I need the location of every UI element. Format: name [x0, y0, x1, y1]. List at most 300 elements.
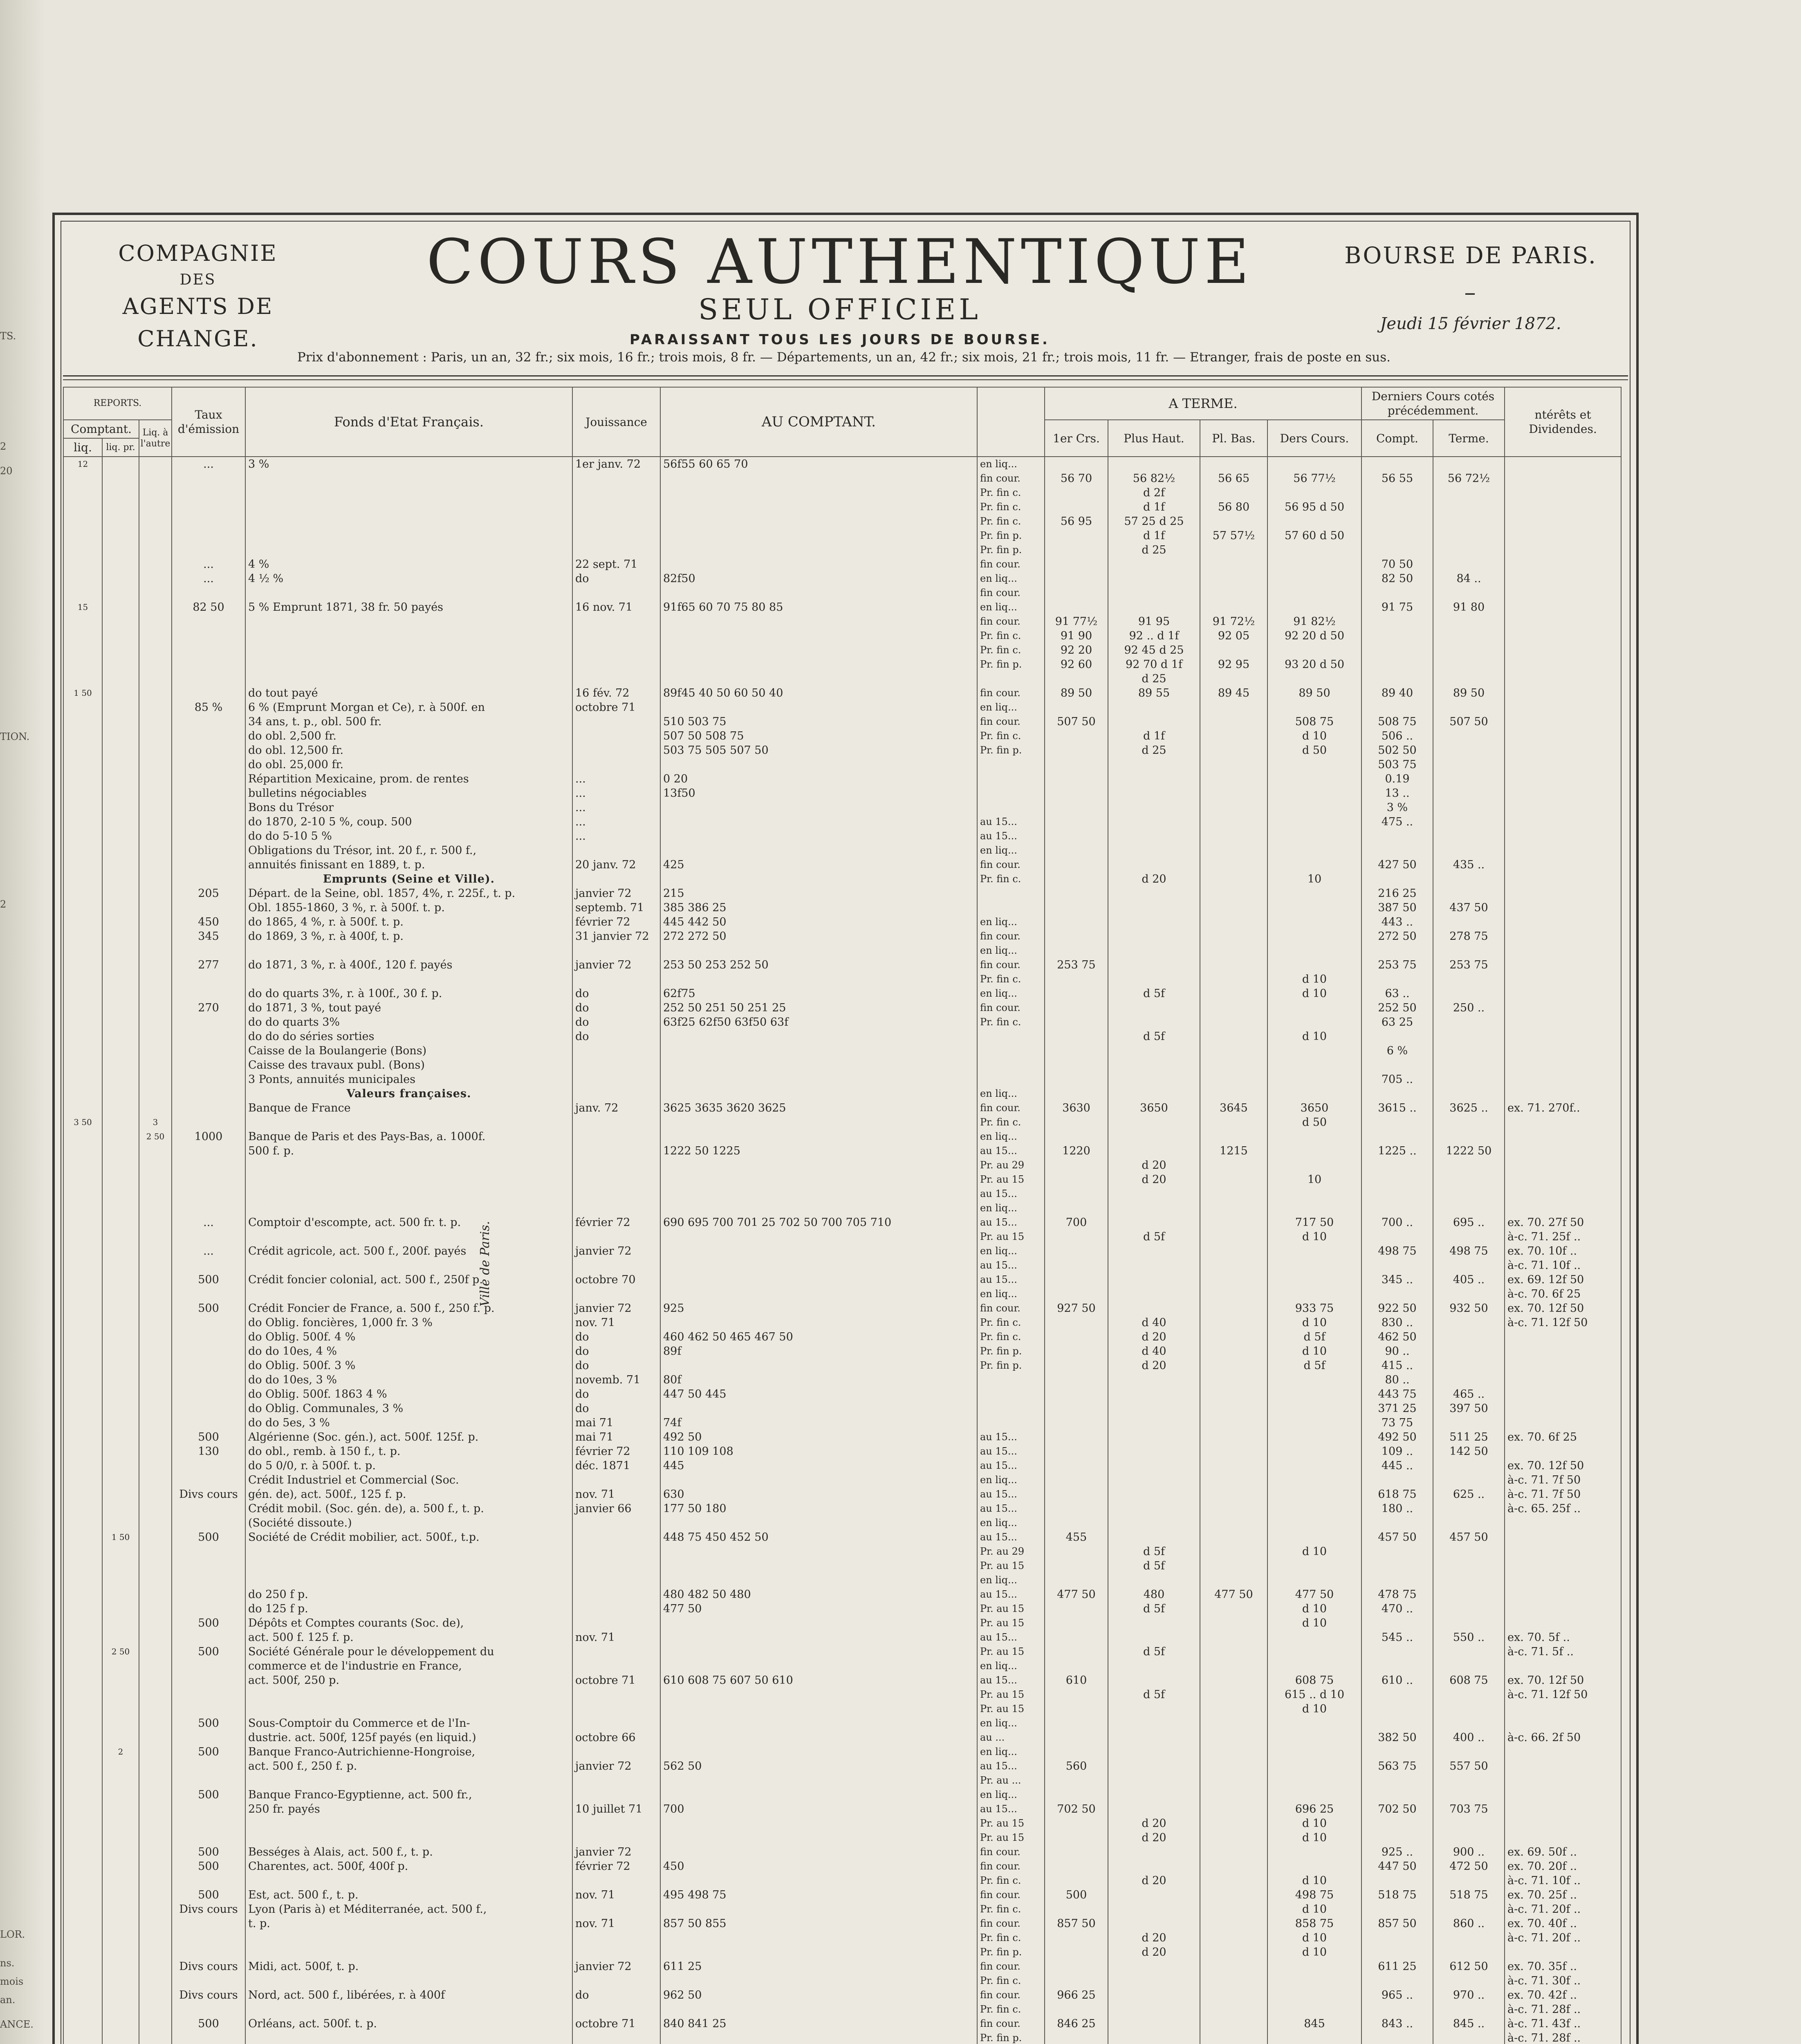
cell-jouis: janvier 72	[572, 886, 660, 901]
cell-r3	[139, 944, 172, 958]
cell-fonds: do do 10es, 4 %	[245, 1344, 572, 1358]
cell-fonds: 6 % (Emprunt Morgan et Ce), r. à 500f. en	[245, 700, 572, 715]
cell-bas	[1200, 1845, 1267, 1859]
cell-int	[1505, 872, 1621, 886]
cell-r2	[102, 1387, 139, 1401]
cell-jouis	[572, 1974, 660, 1988]
cell-pc: 843 ..	[1361, 2017, 1433, 2031]
cell-dernier	[1267, 1401, 1361, 1416]
table-row	[63, 1931, 1621, 1945]
cell-r2	[102, 1130, 139, 1144]
cell-premier: 92 60	[1045, 657, 1108, 672]
cell-compt	[660, 1401, 977, 1416]
cell-int	[1505, 1544, 1621, 1559]
cell-pc	[1361, 1516, 1433, 1530]
cell-bas	[1200, 1230, 1267, 1244]
cell-taux	[172, 1816, 245, 1831]
cell-compt: 63f25 62f50 63f50 63f	[660, 1015, 977, 1029]
cell-pt	[1433, 1373, 1505, 1387]
cell-r3	[139, 1516, 172, 1530]
cell-taux	[172, 800, 245, 815]
cell-haut: d 5f	[1108, 1230, 1200, 1244]
cell-r3	[139, 1344, 172, 1358]
cell-fonds	[245, 1573, 572, 1587]
cell-taux	[172, 1087, 245, 1101]
cell-jouis: do	[572, 1358, 660, 1373]
cell-int: ex. 70. 40f ..	[1505, 1916, 1621, 1931]
col-prec-compt: Compt.	[1361, 420, 1433, 457]
cell-pc: 563 75	[1361, 1759, 1433, 1773]
cell-haut: 92 .. d 1f	[1108, 629, 1200, 643]
cell-compt: 13f50	[660, 786, 977, 800]
cell-premier	[1045, 1358, 1108, 1373]
table-row	[63, 1459, 1621, 1473]
cell-r3	[139, 1301, 172, 1316]
cell-bas	[1200, 1959, 1267, 1974]
cell-int	[1505, 471, 1621, 486]
cell-jouis	[572, 657, 660, 672]
cell-pt	[1433, 1072, 1505, 1087]
cell-term	[977, 786, 1045, 800]
cell-r3	[139, 843, 172, 858]
cell-r1	[63, 514, 102, 529]
cell-premier: 91 77½	[1045, 614, 1108, 629]
cell-int	[1505, 614, 1621, 629]
cell-haut	[1108, 1273, 1200, 1287]
cell-dernier	[1267, 1273, 1361, 1287]
cell-term: en liq...	[977, 1745, 1045, 1759]
cell-fonds: 250 fr. payés	[245, 1802, 572, 1816]
edge-text: mois	[0, 1976, 24, 1987]
cell-haut: d 25	[1108, 543, 1200, 557]
cell-taux	[172, 1058, 245, 1072]
cell-bas	[1200, 1916, 1267, 1931]
cell-r1	[63, 815, 102, 829]
cell-taux	[172, 543, 245, 557]
cell-taux	[172, 500, 245, 514]
cell-int	[1505, 1115, 1621, 1130]
cell-pc: 3615 ..	[1361, 1101, 1433, 1115]
table-row	[63, 901, 1621, 915]
cell-bas	[1200, 843, 1267, 858]
cell-premier	[1045, 1058, 1108, 1072]
cell-r2	[102, 1888, 139, 1902]
cell-fonds: Départ. de la Seine, obl. 1857, 4%, r. 225f., t. p.	[245, 886, 572, 901]
cell-fonds: Obligations du Trésor, int. 20 f., r. 500 f.,	[245, 843, 572, 858]
cell-r1	[63, 629, 102, 643]
cell-r2	[102, 858, 139, 872]
cell-taux	[172, 872, 245, 886]
cell-haut: 92 45 d 25	[1108, 643, 1200, 657]
cell-r2	[102, 1187, 139, 1201]
cell-premier: 610	[1045, 1673, 1108, 1688]
cell-fonds: Société de Crédit mobilier, act. 500f., t.p.	[245, 1530, 572, 1544]
cell-bas	[1200, 600, 1267, 614]
cell-pc: 272 50	[1361, 929, 1433, 944]
cell-int: ex. 70. 10f ..	[1505, 1244, 1621, 1258]
cell-haut	[1108, 1516, 1200, 1530]
cell-int	[1505, 886, 1621, 901]
cell-pt	[1433, 514, 1505, 529]
cell-dernier	[1267, 672, 1361, 686]
cell-jouis	[572, 1058, 660, 1072]
cell-r2	[102, 815, 139, 829]
cell-r1	[63, 1130, 102, 1144]
cell-int	[1505, 858, 1621, 872]
cell-r1	[63, 1802, 102, 1816]
cell-r2	[102, 1516, 139, 1530]
cell-int	[1505, 815, 1621, 829]
cell-bas	[1200, 2017, 1267, 2031]
cell-fonds: Crédit agricole, act. 500 f., 200f. payés	[245, 1244, 572, 1258]
cell-int	[1505, 1416, 1621, 1430]
cell-term: fin cour.	[977, 1859, 1045, 1874]
cell-haut	[1108, 700, 1200, 715]
edge-text: 2	[0, 441, 7, 452]
cell-int	[1505, 1201, 1621, 1215]
cell-bas	[1200, 543, 1267, 557]
cell-pt	[1433, 1902, 1505, 1916]
cell-r1: 3 50	[63, 1115, 102, 1130]
cell-premier	[1045, 1645, 1108, 1659]
cell-int	[1505, 1187, 1621, 1201]
table-row	[63, 1058, 1621, 1072]
table-row	[63, 1845, 1621, 1859]
cell-pc	[1361, 700, 1433, 715]
cell-compt	[660, 514, 977, 529]
cell-premier	[1045, 1716, 1108, 1730]
cell-bas	[1200, 1072, 1267, 1087]
cell-pc	[1361, 1158, 1433, 1172]
cell-r3	[139, 929, 172, 944]
cell-premier	[1045, 729, 1108, 743]
cell-fonds	[245, 1559, 572, 1573]
cell-r1	[63, 1330, 102, 1344]
table-row	[63, 600, 1621, 614]
cell-pc	[1361, 1087, 1433, 1101]
cell-r2	[102, 1659, 139, 1673]
cell-compt: 477 50	[660, 1602, 977, 1616]
cell-fonds: Crédit Foncier de France, a. 500 f., 250 f. p.	[245, 1301, 572, 1316]
cell-term: Pr. fin c.	[977, 1115, 1045, 1130]
table-row	[63, 1645, 1621, 1659]
cell-r1	[63, 1916, 102, 1931]
cell-haut: d 20	[1108, 872, 1200, 886]
cell-premier	[1045, 1630, 1108, 1645]
subscription-prices: Prix d'abonnement : Paris, un an, 32 fr.; six mois, 16 fr.; trois mois, 8 fr. — Départements, un an, 42 fr.; six mois, 21 fr.; trois mois, 11 fr. — Etranger, frais de poste en sus.	[297, 350, 1391, 365]
cell-premier: 846 25	[1045, 2017, 1108, 2031]
cell-fonds	[245, 1974, 572, 1988]
cell-term: au 15...	[977, 1759, 1045, 1773]
cell-fonds	[245, 1702, 572, 1716]
cell-premier: 56 70	[1045, 471, 1108, 486]
cell-term: en liq...	[977, 1087, 1045, 1101]
cell-pc	[1361, 1473, 1433, 1487]
cell-compt	[660, 1816, 977, 1831]
cell-dernier	[1267, 1058, 1361, 1072]
cell-fonds: Banque de France	[245, 1101, 572, 1115]
cell-r1	[63, 557, 102, 572]
cell-int	[1505, 557, 1621, 572]
cell-compt	[660, 972, 977, 986]
cell-term: fin cour.	[977, 557, 1045, 572]
company-agents: AGENTS DE CHANGE.	[122, 294, 274, 352]
cell-bas	[1200, 1559, 1267, 1573]
cell-pt	[1433, 1201, 1505, 1215]
cell-r1	[63, 1645, 102, 1659]
cell-dernier: d 10	[1267, 1602, 1361, 1616]
cell-pc: 70 50	[1361, 557, 1433, 572]
cell-int	[1505, 672, 1621, 686]
cell-term: en liq...	[977, 457, 1045, 471]
table-row	[63, 915, 1621, 929]
cell-dernier	[1267, 1530, 1361, 1544]
cell-r3	[139, 886, 172, 901]
cell-bas	[1200, 1716, 1267, 1730]
cell-int	[1505, 457, 1621, 471]
table-row	[63, 1502, 1621, 1516]
cell-premier: 56 95	[1045, 514, 1108, 529]
cell-r2	[102, 1144, 139, 1158]
cell-pt	[1433, 1502, 1505, 1516]
cell-r1	[63, 572, 102, 586]
cell-jouis	[572, 1115, 660, 1130]
table-row	[63, 1430, 1621, 1444]
cell-compt	[660, 1630, 977, 1645]
cell-compt	[660, 614, 977, 629]
cell-compt	[660, 1258, 977, 1273]
cell-pc	[1361, 629, 1433, 643]
cell-taux	[172, 1029, 245, 1044]
cell-compt: 0 20	[660, 772, 977, 786]
cell-pt: 457 50	[1433, 1530, 1505, 1544]
cell-jouis	[572, 543, 660, 557]
cell-r2	[102, 1244, 139, 1258]
cell-pc	[1361, 1544, 1433, 1559]
cell-pc	[1361, 486, 1433, 500]
cell-taux: 500	[172, 1859, 245, 1874]
cell-r3	[139, 772, 172, 786]
cell-r2	[102, 1759, 139, 1773]
cell-compt	[660, 1688, 977, 1702]
cell-compt	[660, 643, 977, 657]
cell-compt	[660, 1659, 977, 1673]
cell-pt	[1433, 1416, 1505, 1430]
cell-r2	[102, 758, 139, 772]
cell-haut: d 20	[1108, 1931, 1200, 1945]
cell-r1	[63, 1273, 102, 1287]
cell-fonds: Bons du Trésor	[245, 800, 572, 815]
cell-compt: 925	[660, 1301, 977, 1316]
cell-haut	[1108, 1058, 1200, 1072]
cell-term: Pr. fin p.	[977, 1344, 1045, 1358]
cell-int: ex. 69. 50f ..	[1505, 1845, 1621, 1859]
cell-bas	[1200, 886, 1267, 901]
cell-r2	[102, 1158, 139, 1172]
cell-pt	[1433, 1645, 1505, 1659]
cell-r1	[63, 1358, 102, 1373]
cell-r1	[63, 1544, 102, 1559]
cell-int	[1505, 1001, 1621, 1015]
cell-bas	[1200, 1630, 1267, 1645]
cell-compt	[660, 1087, 977, 1101]
cell-dernier	[1267, 843, 1361, 858]
table-row	[63, 1859, 1621, 1874]
cell-r2	[102, 657, 139, 672]
cell-r1	[63, 872, 102, 886]
cell-int	[1505, 1330, 1621, 1344]
cell-haut	[1108, 858, 1200, 872]
cell-dernier: 56 95 d 50	[1267, 500, 1361, 514]
cell-dernier	[1267, 1730, 1361, 1745]
cell-r3	[139, 1201, 172, 1215]
cell-term: Pr. au 15	[977, 1602, 1045, 1616]
cell-int	[1505, 1401, 1621, 1416]
cell-pt	[1433, 972, 1505, 986]
cell-taux: ...	[172, 457, 245, 471]
cell-fonds: Midi, act. 500f, t. p.	[245, 1959, 572, 1974]
cell-r2	[102, 1087, 139, 1101]
cell-haut	[1108, 1416, 1200, 1430]
cell-r2	[102, 643, 139, 657]
cell-dernier	[1267, 1072, 1361, 1087]
cell-taux: Divs cours	[172, 1959, 245, 1974]
cell-fonds	[245, 1187, 572, 1201]
cell-r2	[102, 2031, 139, 2044]
cell-dernier: 3650	[1267, 1101, 1361, 1115]
cell-pt	[1433, 1115, 1505, 1130]
cell-compt: 510 503 75	[660, 715, 977, 729]
cell-jouis: octobre 71	[572, 2017, 660, 2031]
cell-term: Pr. au 15	[977, 1831, 1045, 1845]
cell-pt	[1433, 1158, 1505, 1172]
cell-r2	[102, 1473, 139, 1487]
cell-fonds: do obl. 25,000 fr.	[245, 758, 572, 772]
cell-haut	[1108, 758, 1200, 772]
cell-compt	[660, 1616, 977, 1630]
cell-taux	[172, 614, 245, 629]
cell-pt	[1433, 1258, 1505, 1273]
cell-fonds	[245, 1258, 572, 1273]
cell-r2	[102, 872, 139, 886]
cell-taux	[172, 672, 245, 686]
cell-premier	[1045, 1502, 1108, 1516]
cell-pt	[1433, 843, 1505, 858]
col-premier: 1er Crs.	[1045, 420, 1108, 457]
cell-term: fin cour.	[977, 1988, 1045, 2002]
cell-taux	[172, 1101, 245, 1115]
col-comptant: Comptant.	[63, 420, 139, 438]
cell-int: ex. 71. 270f..	[1505, 1101, 1621, 1115]
cell-dernier: 717 50	[1267, 1215, 1361, 1230]
cell-fonds: Dépôts et Comptes courants (Soc. de),	[245, 1616, 572, 1630]
cell-compt: 425	[660, 858, 977, 872]
cell-r3	[139, 1788, 172, 1802]
cell-dernier	[1267, 600, 1361, 614]
cell-pt	[1433, 1516, 1505, 1530]
cell-pt: 970 ..	[1433, 1988, 1505, 2002]
cell-dernier: 615 .. d 10	[1267, 1688, 1361, 1702]
cell-fonds: Crédit mobil. (Soc. gén. de), a. 500 f., t. p.	[245, 1502, 572, 1516]
cell-pt: 472 50	[1433, 1859, 1505, 1874]
cell-int	[1505, 1373, 1621, 1387]
cell-taux	[172, 944, 245, 958]
cell-haut: d 5f	[1108, 1029, 1200, 1044]
cell-dernier: d 10	[1267, 1702, 1361, 1716]
cell-pc	[1361, 457, 1433, 471]
cell-compt	[660, 1058, 977, 1072]
cell-bas	[1200, 672, 1267, 686]
table-row	[63, 886, 1621, 901]
cell-term: Pr. au 15	[977, 1702, 1045, 1716]
cell-premier: 1220	[1045, 1144, 1108, 1158]
cell-pt: 900 ..	[1433, 1845, 1505, 1859]
cell-r1	[63, 901, 102, 915]
cell-haut: 91 95	[1108, 614, 1200, 629]
cell-jouis: janvier 72	[572, 1959, 660, 1974]
cell-r3	[139, 1502, 172, 1516]
cell-dernier: 89 50	[1267, 686, 1361, 700]
cell-r2	[102, 1201, 139, 1215]
cell-haut	[1108, 2031, 1200, 2044]
cell-pt	[1433, 872, 1505, 886]
cell-premier	[1045, 1487, 1108, 1502]
table-row	[63, 1330, 1621, 1344]
cell-r1	[63, 1072, 102, 1087]
table-row	[63, 1945, 1621, 1959]
cell-taux	[172, 1459, 245, 1473]
col-fonds: Fonds d'Etat Français.	[245, 387, 572, 457]
cell-fonds	[245, 1201, 572, 1215]
cell-int	[1505, 1616, 1621, 1630]
cell-r1	[63, 1745, 102, 1759]
cell-int	[1505, 929, 1621, 944]
table-row	[63, 1258, 1621, 1273]
cell-r2	[102, 486, 139, 500]
cell-pc	[1361, 1788, 1433, 1802]
cell-pt	[1433, 1316, 1505, 1330]
cell-int: à-c. 71. 20f ..	[1505, 1902, 1621, 1916]
cell-r3	[139, 1087, 172, 1101]
cell-pt	[1433, 1172, 1505, 1187]
cell-term: fin cour.	[977, 715, 1045, 729]
cell-r3	[139, 1487, 172, 1502]
cell-haut	[1108, 1659, 1200, 1673]
cell-r3	[139, 858, 172, 872]
cell-int	[1505, 1816, 1621, 1831]
table-row	[63, 1287, 1621, 1301]
cell-pt	[1433, 500, 1505, 514]
cell-premier: 91 90	[1045, 629, 1108, 643]
cell-pt	[1433, 557, 1505, 572]
cell-premier	[1045, 1959, 1108, 1974]
table-row	[63, 1201, 1621, 1215]
cell-r2	[102, 1215, 139, 1230]
cell-compt	[660, 1316, 977, 1330]
cell-pc	[1361, 1974, 1433, 1988]
cell-r2	[102, 557, 139, 572]
cell-r3	[139, 1931, 172, 1945]
edge-text: 20	[0, 465, 13, 477]
cell-int: ex. 69. 12f 50	[1505, 1273, 1621, 1287]
cell-r2	[102, 1029, 139, 1044]
cell-taux: 500	[172, 1645, 245, 1659]
cell-premier	[1045, 1616, 1108, 1630]
cell-compt	[660, 1716, 977, 1730]
cell-premier: 455	[1045, 1530, 1108, 1544]
cell-taux	[172, 529, 245, 543]
cell-haut	[1108, 1616, 1200, 1630]
